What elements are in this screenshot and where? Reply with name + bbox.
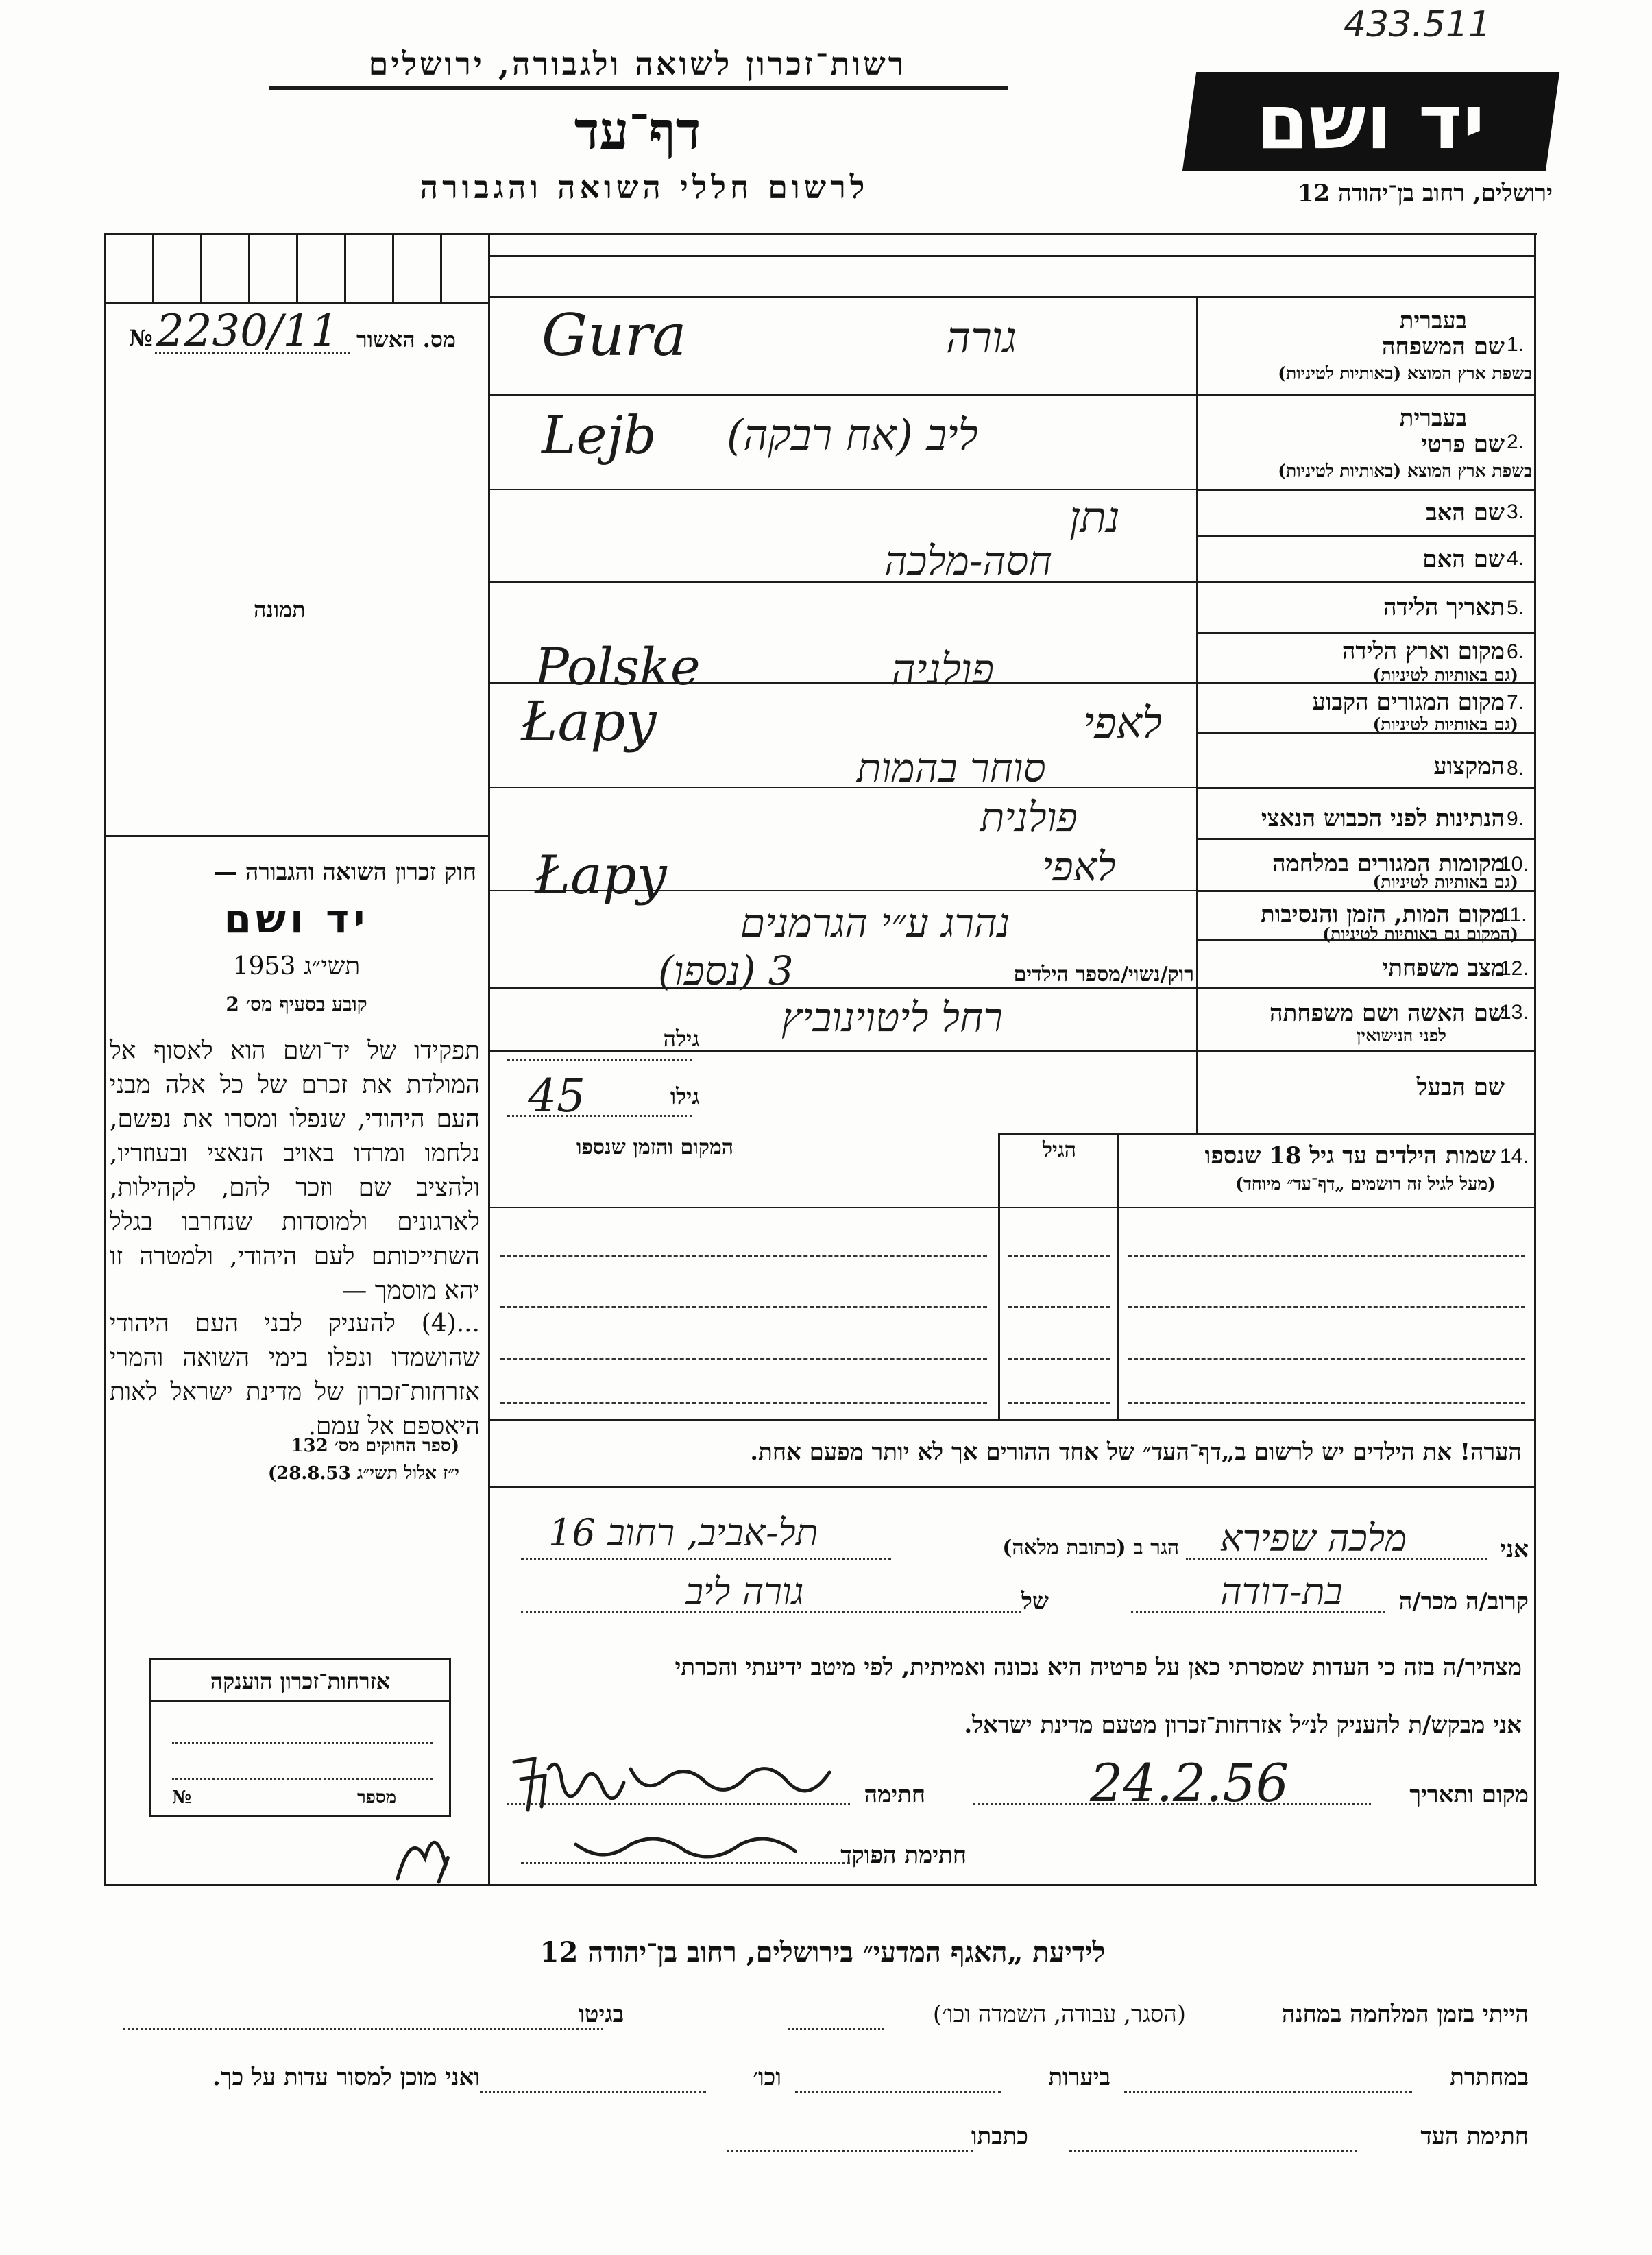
field-row-line — [1196, 394, 1535, 396]
children-header-line — [488, 1207, 1535, 1208]
tick-divider — [200, 233, 202, 302]
field-row-line — [1196, 535, 1535, 537]
field-13-label: שם האשה ושם משפחתה — [1270, 1000, 1505, 1027]
declarant-name[interactable]: מלכה שפירא — [1220, 1517, 1407, 1560]
field-9-label: הנתינות לפני הכבוש הנאצי — [1261, 805, 1505, 832]
footer-camp-types: (הסגר, עבודה, השמדה וכו׳) — [932, 2001, 1186, 2028]
of-label: של — [1021, 1588, 1049, 1615]
field-8-value[interactable]: סוחר בהמות — [857, 745, 1046, 791]
footer-address-label: כתבתו — [971, 2123, 1028, 2150]
field-row-line — [1196, 838, 1535, 840]
child-row-line — [1008, 1358, 1110, 1360]
footer-underground-label: במחתרת — [1450, 2064, 1529, 2091]
field-7-sub: (גם באותיות לטיניות) — [1372, 714, 1518, 734]
form-title: דף־עד — [574, 100, 701, 161]
label-column-divider — [1196, 296, 1198, 1134]
child-row-line — [500, 1402, 987, 1404]
declaration-statement-1: מצהיר/ה בזה כי העדות שמסרתי כאן על פרטיה היא נכונה ואמיתית, לפי מיטב ידיעתי והכרתי — [675, 1654, 1522, 1681]
children-age-col-left — [998, 1133, 1000, 1421]
field-6-value-latin[interactable]: Polske — [535, 638, 701, 697]
field-10-label: מקומות המגורים במלחמה — [1272, 850, 1505, 878]
footer-ghetto-label: בגיטו — [579, 2001, 624, 2028]
footer-camp-label: הייתי בזמן המלחמה במחנה — [1282, 2001, 1529, 2028]
official-signature-scribble[interactable] — [370, 1817, 850, 1885]
law-source-1: (ספר החוקים מס׳ 132 — [291, 1436, 459, 1456]
yad-vashem-logo — [1182, 72, 1559, 171]
tick-divider — [392, 233, 394, 302]
field-4-number: 4. — [1507, 547, 1525, 570]
field-row-line — [1196, 489, 1535, 491]
citizenship-line — [172, 1778, 433, 1780]
tick-row-line — [104, 302, 489, 304]
approval-number-value[interactable]: 2230/11 — [156, 306, 339, 357]
tick-divider — [296, 233, 298, 302]
field-10-value-latin[interactable]: Łapy — [535, 845, 667, 906]
law-heading: חוק זכרון השואה והגבורה — — [213, 858, 476, 886]
footer-title: לידיעת „האגף המדעי״ בירושלים, רחוב בן־יהודה 12 — [539, 1936, 1106, 1968]
law-section: קובע בסעיף מס׳ 2 — [226, 993, 367, 1015]
field-5-label: תאריך הלידה — [1383, 594, 1505, 621]
footer-address-line — [727, 2150, 973, 2152]
field-6-value-hebrew[interactable]: פולניה — [891, 644, 995, 695]
relative-value[interactable]: בת-דודה — [1220, 1570, 1343, 1613]
footer-witness-signature-label: חתימת העד — [1420, 2123, 1529, 2150]
field-7-value-hebrew[interactable]: לאפי — [1083, 698, 1162, 748]
frame-top — [104, 233, 1537, 235]
law-year: תשי״ג 1953 — [232, 952, 361, 980]
children-label: שמות הילדים עד גיל 18 שנספו — [1204, 1142, 1496, 1170]
approval-number-symbol: № — [129, 325, 153, 351]
field-8-number: 8. — [1507, 757, 1525, 780]
footer-camp-line — [788, 2028, 884, 2030]
tick-divider — [248, 233, 250, 302]
child-row-line — [500, 1306, 987, 1308]
place-date-value[interactable]: 24.2.56 — [1090, 1752, 1289, 1813]
field-5-number: 5. — [1507, 596, 1525, 619]
field-row-line — [1196, 632, 1535, 634]
tick-divider — [440, 233, 442, 302]
child-row-line — [1008, 1402, 1110, 1404]
stamp-number: 433.511 — [1344, 4, 1492, 45]
wife-age-line — [507, 1059, 692, 1061]
of-value[interactable]: גורה ליב — [685, 1570, 804, 1613]
field-row-line — [1196, 581, 1535, 583]
children-age-header: הגיל — [1042, 1138, 1076, 1162]
value-row-line — [488, 394, 1198, 396]
field-6-label: מקום וארץ הלידה — [1341, 638, 1505, 665]
field-4-value[interactable]: חסה-מלכה — [884, 538, 1052, 584]
field-9-number: 9. — [1507, 808, 1525, 830]
fields-bottom-line — [999, 1133, 1535, 1135]
value-row-line — [488, 787, 1198, 788]
photo-label: תמונה — [254, 596, 306, 623]
field-8-label: המקצוע — [1433, 753, 1505, 780]
field-11-number: 11. — [1500, 904, 1527, 926]
official-signature-label: חתימת הפוקד — [840, 1842, 967, 1869]
resides-line — [521, 1558, 891, 1560]
resides-label: הגר ב (כתובת מלאה) — [1002, 1536, 1179, 1560]
field-2-label: שם פרטי — [1421, 431, 1505, 458]
relative-line — [1131, 1611, 1385, 1613]
law-paragraph-1: תפקידו של יד־ושם הוא לאסוף אל המולדת את זכרם של כל אלה מבני העם היהודי, שנפלו ומסרו את נפשם, נלחמו ומרדו באויב הנאצי ובעוזריו, ולהציב שם וזכר להם, לקהילות, לארגונים ולמוסדות שנחרבו בגלל השתייכותם לעם היהודי, ולמטרה זו יהא מוסמך — — [110, 1037, 480, 1305]
field-7-number: 7. — [1507, 691, 1525, 714]
husband-age-line — [507, 1115, 692, 1117]
field-2-value-hebrew[interactable]: ליב (אח רבקה) — [727, 410, 978, 460]
citizenship-box — [149, 1658, 451, 1817]
field-3-label: שם האב — [1426, 499, 1505, 527]
frame-right — [1534, 233, 1536, 1885]
value-row-line — [488, 489, 1198, 490]
left-column-divider — [488, 233, 490, 1884]
relative-label: קרוב/ה מכר/ה — [1398, 1588, 1529, 1615]
value-row-line — [488, 1050, 1198, 1052]
field-1-sub: בשפת ארץ המוצא (באותיות לטיניות) — [1278, 363, 1532, 383]
field-10-number: 10. — [1500, 853, 1529, 876]
husband-age-value[interactable]: 45 — [528, 1070, 585, 1122]
declaration-statement-2: אני מבקש/ת להעניק לנ״ל אזרחות־זכרון מטעם מדינת ישראל. — [964, 1711, 1522, 1739]
child-row-line — [1008, 1306, 1110, 1308]
citizenship-box-title: אזרחות־זכרון הוענקה — [151, 1668, 449, 1702]
resides-value[interactable]: תל-אביב, רחוב 16 — [548, 1511, 818, 1554]
husband-age-label: גילו — [670, 1083, 699, 1109]
field-1-number: 1. — [1507, 333, 1525, 356]
field-row-line — [1196, 787, 1535, 789]
field-13-number: 13. — [1500, 1001, 1529, 1024]
place-date-line — [973, 1803, 1371, 1805]
field-7-value-latin[interactable]: Łapy — [521, 690, 657, 753]
law-source-2: י״ז אלול תשי״ג 28.8.53) — [267, 1463, 459, 1484]
declarant-line — [1186, 1558, 1487, 1560]
child-row-line — [1008, 1255, 1110, 1257]
field-11-value[interactable]: נהרג ע״י הגרמנים — [740, 900, 1010, 946]
children-note: הערה! את הילדים יש לרשום ב„דף־העד״ של אחד ההורים אך לא יותר מפעם אחת. — [750, 1438, 1522, 1466]
children-place-header: המקום והזמן שנספו — [576, 1135, 733, 1159]
field-6-sub: (גם באותיות לטיניות) — [1372, 665, 1518, 685]
field-row-line — [1196, 987, 1535, 989]
approval-number-line — [155, 352, 350, 354]
footer-forests-line — [795, 2091, 1001, 2093]
children-number: 14. — [1500, 1145, 1529, 1168]
approval-label: מס. האשור — [356, 326, 456, 352]
law-box-top — [104, 835, 489, 837]
footer-underground-line — [1124, 2091, 1412, 2093]
child-row-line — [1128, 1402, 1525, 1404]
logo-text: יד ושם — [1256, 77, 1485, 166]
field-2-value-latin[interactable]: Lejb — [542, 405, 657, 466]
field-3-number: 3. — [1507, 501, 1525, 523]
field-1-value-hebrew[interactable]: גורה — [946, 313, 1017, 363]
authority-underline — [269, 86, 1008, 90]
fields-second-line — [488, 296, 1535, 298]
citizenship-number-symbol: № — [172, 1787, 192, 1808]
field-12-number: 12. — [1500, 957, 1529, 980]
field-4-label: שם האם — [1422, 546, 1505, 573]
fields-top-line — [488, 255, 1535, 257]
field-9-value[interactable]: פולנית — [980, 794, 1078, 841]
value-row-line — [488, 581, 1198, 583]
place-date-label: מקום ותאריך — [1409, 1781, 1529, 1809]
signature-line — [507, 1803, 850, 1805]
field-13-sub: לפני הנישואין — [1357, 1026, 1446, 1046]
field-1-hebrew-tag: בעברית — [1399, 307, 1467, 335]
field-2-hebrew-tag: בעברית — [1399, 405, 1467, 432]
tick-divider — [152, 233, 154, 302]
field-13-value[interactable]: רחל ליטוינוביץ — [781, 994, 1003, 1041]
signature-label: חתימה — [864, 1781, 925, 1809]
official-signature-line — [521, 1862, 850, 1864]
field-1-value-latin[interactable]: Gura — [542, 302, 687, 369]
logo-address: ירושלים, רחוב בן־יהודה 12 — [1297, 180, 1553, 207]
wife-age-label: גילה — [663, 1026, 699, 1052]
citizenship-line — [172, 1742, 433, 1744]
children-bottom-line — [488, 1419, 1535, 1421]
citizenship-number-label: מספר — [357, 1787, 397, 1808]
field-2-number: 2. — [1507, 431, 1525, 453]
field-2-sub: בשפת ארץ המוצא (באותיות לטיניות) — [1278, 461, 1532, 481]
tick-divider — [344, 233, 346, 302]
child-row-line — [500, 1358, 987, 1360]
frame-left — [104, 233, 106, 1885]
field-7-label: מקום המגורים הקבוע — [1312, 688, 1505, 716]
field-11-label: מקום המות, הזמן והנסיבות — [1260, 901, 1505, 928]
field-6-number: 6. — [1507, 640, 1525, 663]
field-row-line — [1196, 1050, 1535, 1052]
authority-title: רשות־זכרון לשואה ולגבורה, ירושלים — [368, 45, 907, 82]
child-row-line — [1128, 1255, 1525, 1257]
footer-etc-label: וכו׳ — [753, 2064, 781, 2091]
official-signature-icon — [370, 1817, 850, 1885]
form-subtitle: לרשום חללי השואה והגבורה — [420, 169, 869, 206]
child-row-line — [1128, 1306, 1525, 1308]
footer-ghetto-line — [123, 2028, 603, 2030]
field-3-value[interactable]: נתן — [1069, 492, 1120, 542]
child-row-line — [1128, 1358, 1525, 1360]
law-paragraph-2: ...(4) להעניק לבני העם היהודי שהושמדו ונפלו בימי השואה והמרי אזרחות־זכרון של מדינת ישראל לאות היאספם אל עמם. — [110, 1310, 480, 1440]
footer-witness-signature-line — [1069, 2150, 1357, 2152]
field-12-value[interactable]: 3 (נספו) — [658, 948, 794, 994]
husband-label: שם הבעל — [1416, 1074, 1505, 1101]
value-row-line — [488, 987, 1198, 989]
law-name: יד ושם — [223, 895, 369, 942]
field-12-status-label: רוק/נשוי/מספר הילדים — [1013, 963, 1194, 987]
child-row-line — [500, 1255, 987, 1257]
field-10-value-hebrew[interactable]: לאפי — [1042, 843, 1116, 890]
note-bottom-line — [488, 1486, 1535, 1488]
children-age-col-right — [1117, 1133, 1119, 1421]
footer-etc-line — [480, 2091, 706, 2093]
signature-icon — [507, 1741, 850, 1817]
footer-testimony-label: ואני מוכן למסור עדות על כך. — [212, 2064, 480, 2091]
field-12-label: מצב משפחתי — [1382, 954, 1505, 982]
of-line — [521, 1611, 1021, 1613]
declarant-label: אני — [1500, 1536, 1529, 1563]
field-11-sub: (המקום גם באותיות לטיניות) — [1322, 924, 1518, 944]
field-10-sub: (גם באותיות לטיניות) — [1372, 872, 1518, 892]
children-sub: (מעל לגיל זה רושמים „דף־עד״ מיוחד) — [1235, 1174, 1496, 1194]
signature-scribble[interactable] — [507, 1741, 850, 1817]
footer-forests-label: ביערות — [1048, 2064, 1110, 2091]
field-1-label: שם המשפחה — [1381, 333, 1505, 361]
